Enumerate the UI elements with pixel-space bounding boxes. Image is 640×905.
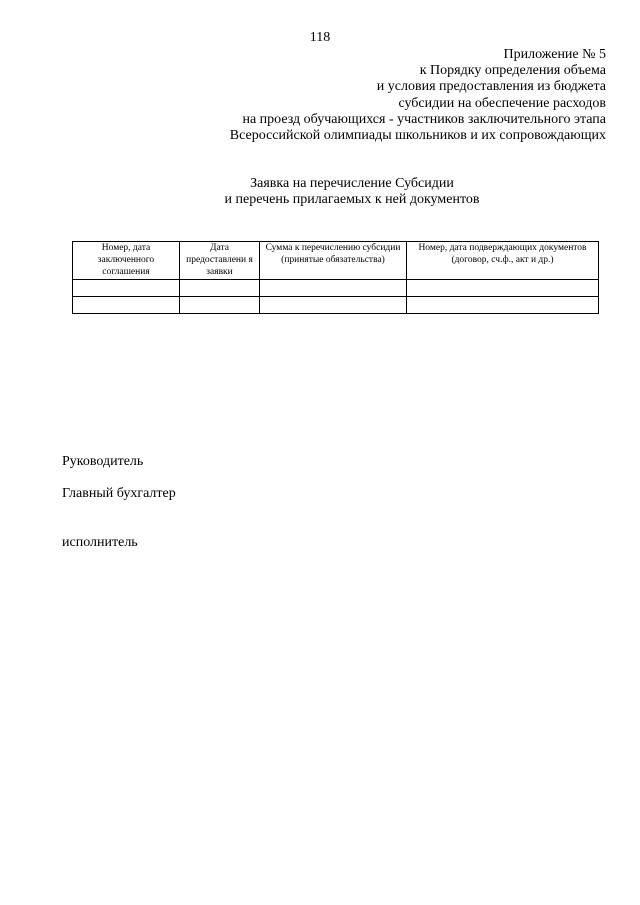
signature-accountant: Главный бухгалтер xyxy=(62,486,176,501)
table-cell xyxy=(260,280,407,297)
table-cell xyxy=(73,297,180,314)
page-number: 118 xyxy=(309,30,331,45)
signature-executor: исполнитель xyxy=(62,535,138,550)
appendix-line: Всероссийской олимпиады школьников и их сопровождающих xyxy=(229,128,606,144)
appendix-line: на проезд обучающихся - участников заключительного этапа xyxy=(242,111,606,127)
appendix-line: к Порядку определения объема xyxy=(419,63,606,79)
table-header-row xyxy=(73,242,599,280)
table-cell xyxy=(407,280,599,297)
table-row xyxy=(73,297,599,314)
column-header-request-date: Дата предоставлени я заявки xyxy=(180,242,260,280)
column-header-documents: Номер, дата подверждающих документов (договор, сч.ф., акт и др.) xyxy=(407,242,599,280)
document-title xyxy=(0,176,640,208)
table-row xyxy=(73,280,599,297)
appendix-line: субсидии на обеспечение расходов xyxy=(398,95,606,111)
document-title-line: и перечень прилагаемых к ней документов xyxy=(224,192,480,207)
document-title-line: Заявка на перечисление Субсидии xyxy=(250,176,454,191)
table-cell xyxy=(407,297,599,314)
request-table xyxy=(72,241,599,314)
table-cell xyxy=(180,280,260,297)
column-header-agreement: Номер, дата заключенного соглашения xyxy=(73,242,180,280)
column-header-amount: Сумма к перечислению субсидии (принятые обязательства) xyxy=(260,242,407,280)
table-cell xyxy=(73,280,180,297)
appendix-line: и условия предоставления из бюджета xyxy=(376,79,606,95)
appendix-line: Приложение № 5 xyxy=(503,47,606,62)
signature-head: Руководитель xyxy=(62,454,144,469)
table-cell xyxy=(260,297,407,314)
table-cell xyxy=(180,297,260,314)
appendix-block xyxy=(230,47,606,144)
